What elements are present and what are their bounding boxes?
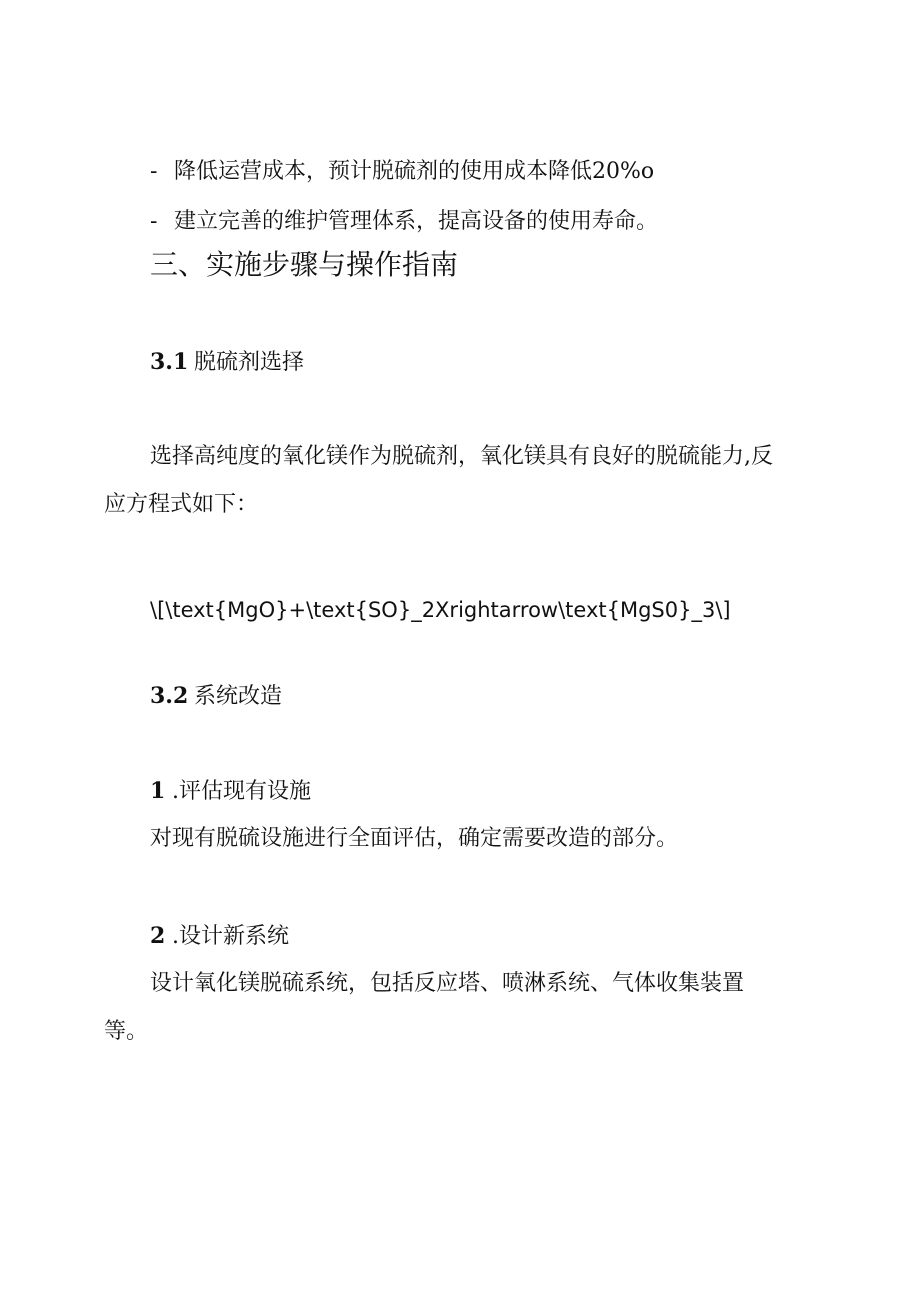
bullet-dash: -: [150, 209, 158, 234]
list-item-number: 2: [150, 923, 166, 949]
bullet-text: 建立完善的维护管理体系，提高设备的使用寿命。: [174, 209, 659, 234]
bullet-item: [150, 157, 654, 187]
paragraph-line: 等。: [104, 1019, 149, 1044]
equation: \[\text{MgO}+\text{SO}_2Xrightarrow\text{MgS0}_3\]: [150, 598, 731, 622]
subsection-heading: [150, 681, 282, 712]
paragraph-line: 设计氧化镁脱硫系统，包括反应塔、喷淋系统、气体收集装置: [150, 971, 745, 996]
paragraph-line: 应方程式如下：: [104, 492, 259, 517]
bullet-text: 降低运营成本，预计脱硫剂的使用成本降低20%o: [174, 159, 655, 184]
list-item-title: .评估现有设施: [172, 779, 311, 804]
section-heading: 三、实施步骤与操作指南: [150, 248, 459, 281]
list-item-number: 1: [150, 778, 166, 804]
subsection-number: 3.2: [150, 683, 189, 709]
subsection-title: 脱硫剂选择: [194, 350, 305, 375]
subsection-title: 系统改造: [194, 684, 283, 709]
bullet-dash: -: [150, 159, 158, 184]
list-item-heading: [150, 776, 311, 807]
bullet-item: [150, 207, 658, 237]
paragraph-line: 对现有脱硫设施进行全面评估，确定需要改造的部分。: [150, 826, 679, 851]
subsection-heading: [150, 347, 304, 378]
paragraph-line: 选择高纯度的氧化镁作为脱硫剂，氧化镁具有良好的脱硫能力,反: [150, 444, 773, 469]
list-item-title: .设计新系统: [172, 924, 289, 949]
subsection-number: 3.1: [150, 349, 189, 375]
list-item-heading: [150, 921, 289, 952]
